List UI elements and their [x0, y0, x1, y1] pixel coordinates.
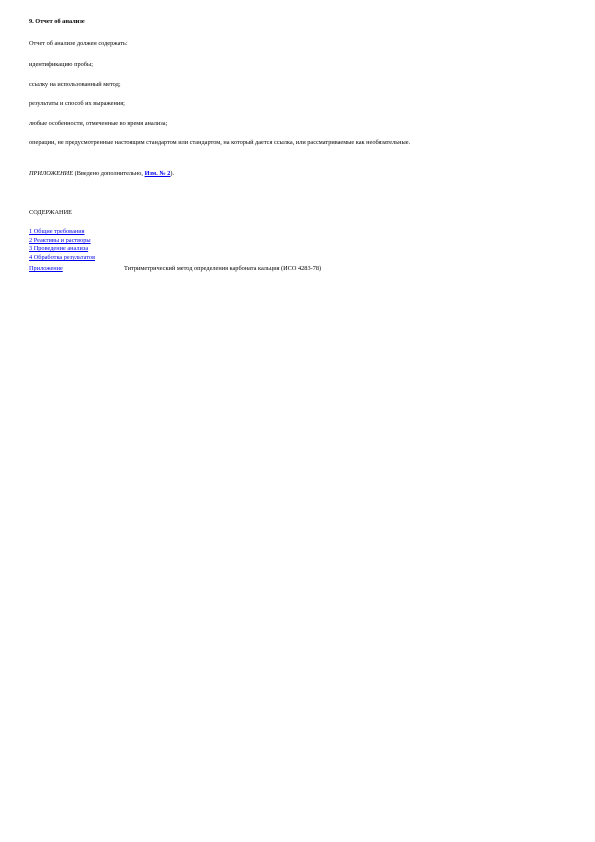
note-label: ПРИЛОЖЕНИЕ [29, 170, 74, 177]
report-intro: Отчет об анализе должен содержать: [29, 40, 128, 47]
toc-link-reagents[interactable]: 2 Реактивы и растворы [29, 237, 91, 244]
list-item: ссылку на использованный метод; [29, 81, 121, 88]
list-item: идентификацию пробы; [29, 61, 93, 68]
contents-title: СОДЕРЖАНИЕ [29, 209, 72, 216]
amendment-link[interactable]: Изм. № 2 [144, 170, 171, 177]
note-text-after: ). [170, 170, 175, 177]
appendix-row [29, 265, 322, 273]
note-text-before: (Введено дополнительно, [73, 170, 145, 177]
toc-link-analysis[interactable]: 3 Проведение анализа [29, 245, 89, 252]
list-item: любые особенности, отмеченные во время анализа; [29, 120, 168, 127]
list-item: операции, не предусмотренные настоящим стандартом или стандартом, на который дается ссылка, или рассматриваемые как необязательные. [29, 139, 411, 146]
section-heading: 9. Отчет об анализе [29, 18, 85, 25]
amendment-note [29, 170, 174, 178]
appendix-description: Титриметрический метод определения карбоната кальция (ИСО 4283-78) [124, 265, 322, 272]
toc-link-appendix[interactable]: Приложение [29, 265, 63, 272]
toc-link-general[interactable]: 1 Общие требования [29, 228, 85, 235]
toc-link-results[interactable]: 4 Обработка результатов [29, 254, 96, 261]
list-item: результаты и способ их выражения; [29, 100, 125, 107]
